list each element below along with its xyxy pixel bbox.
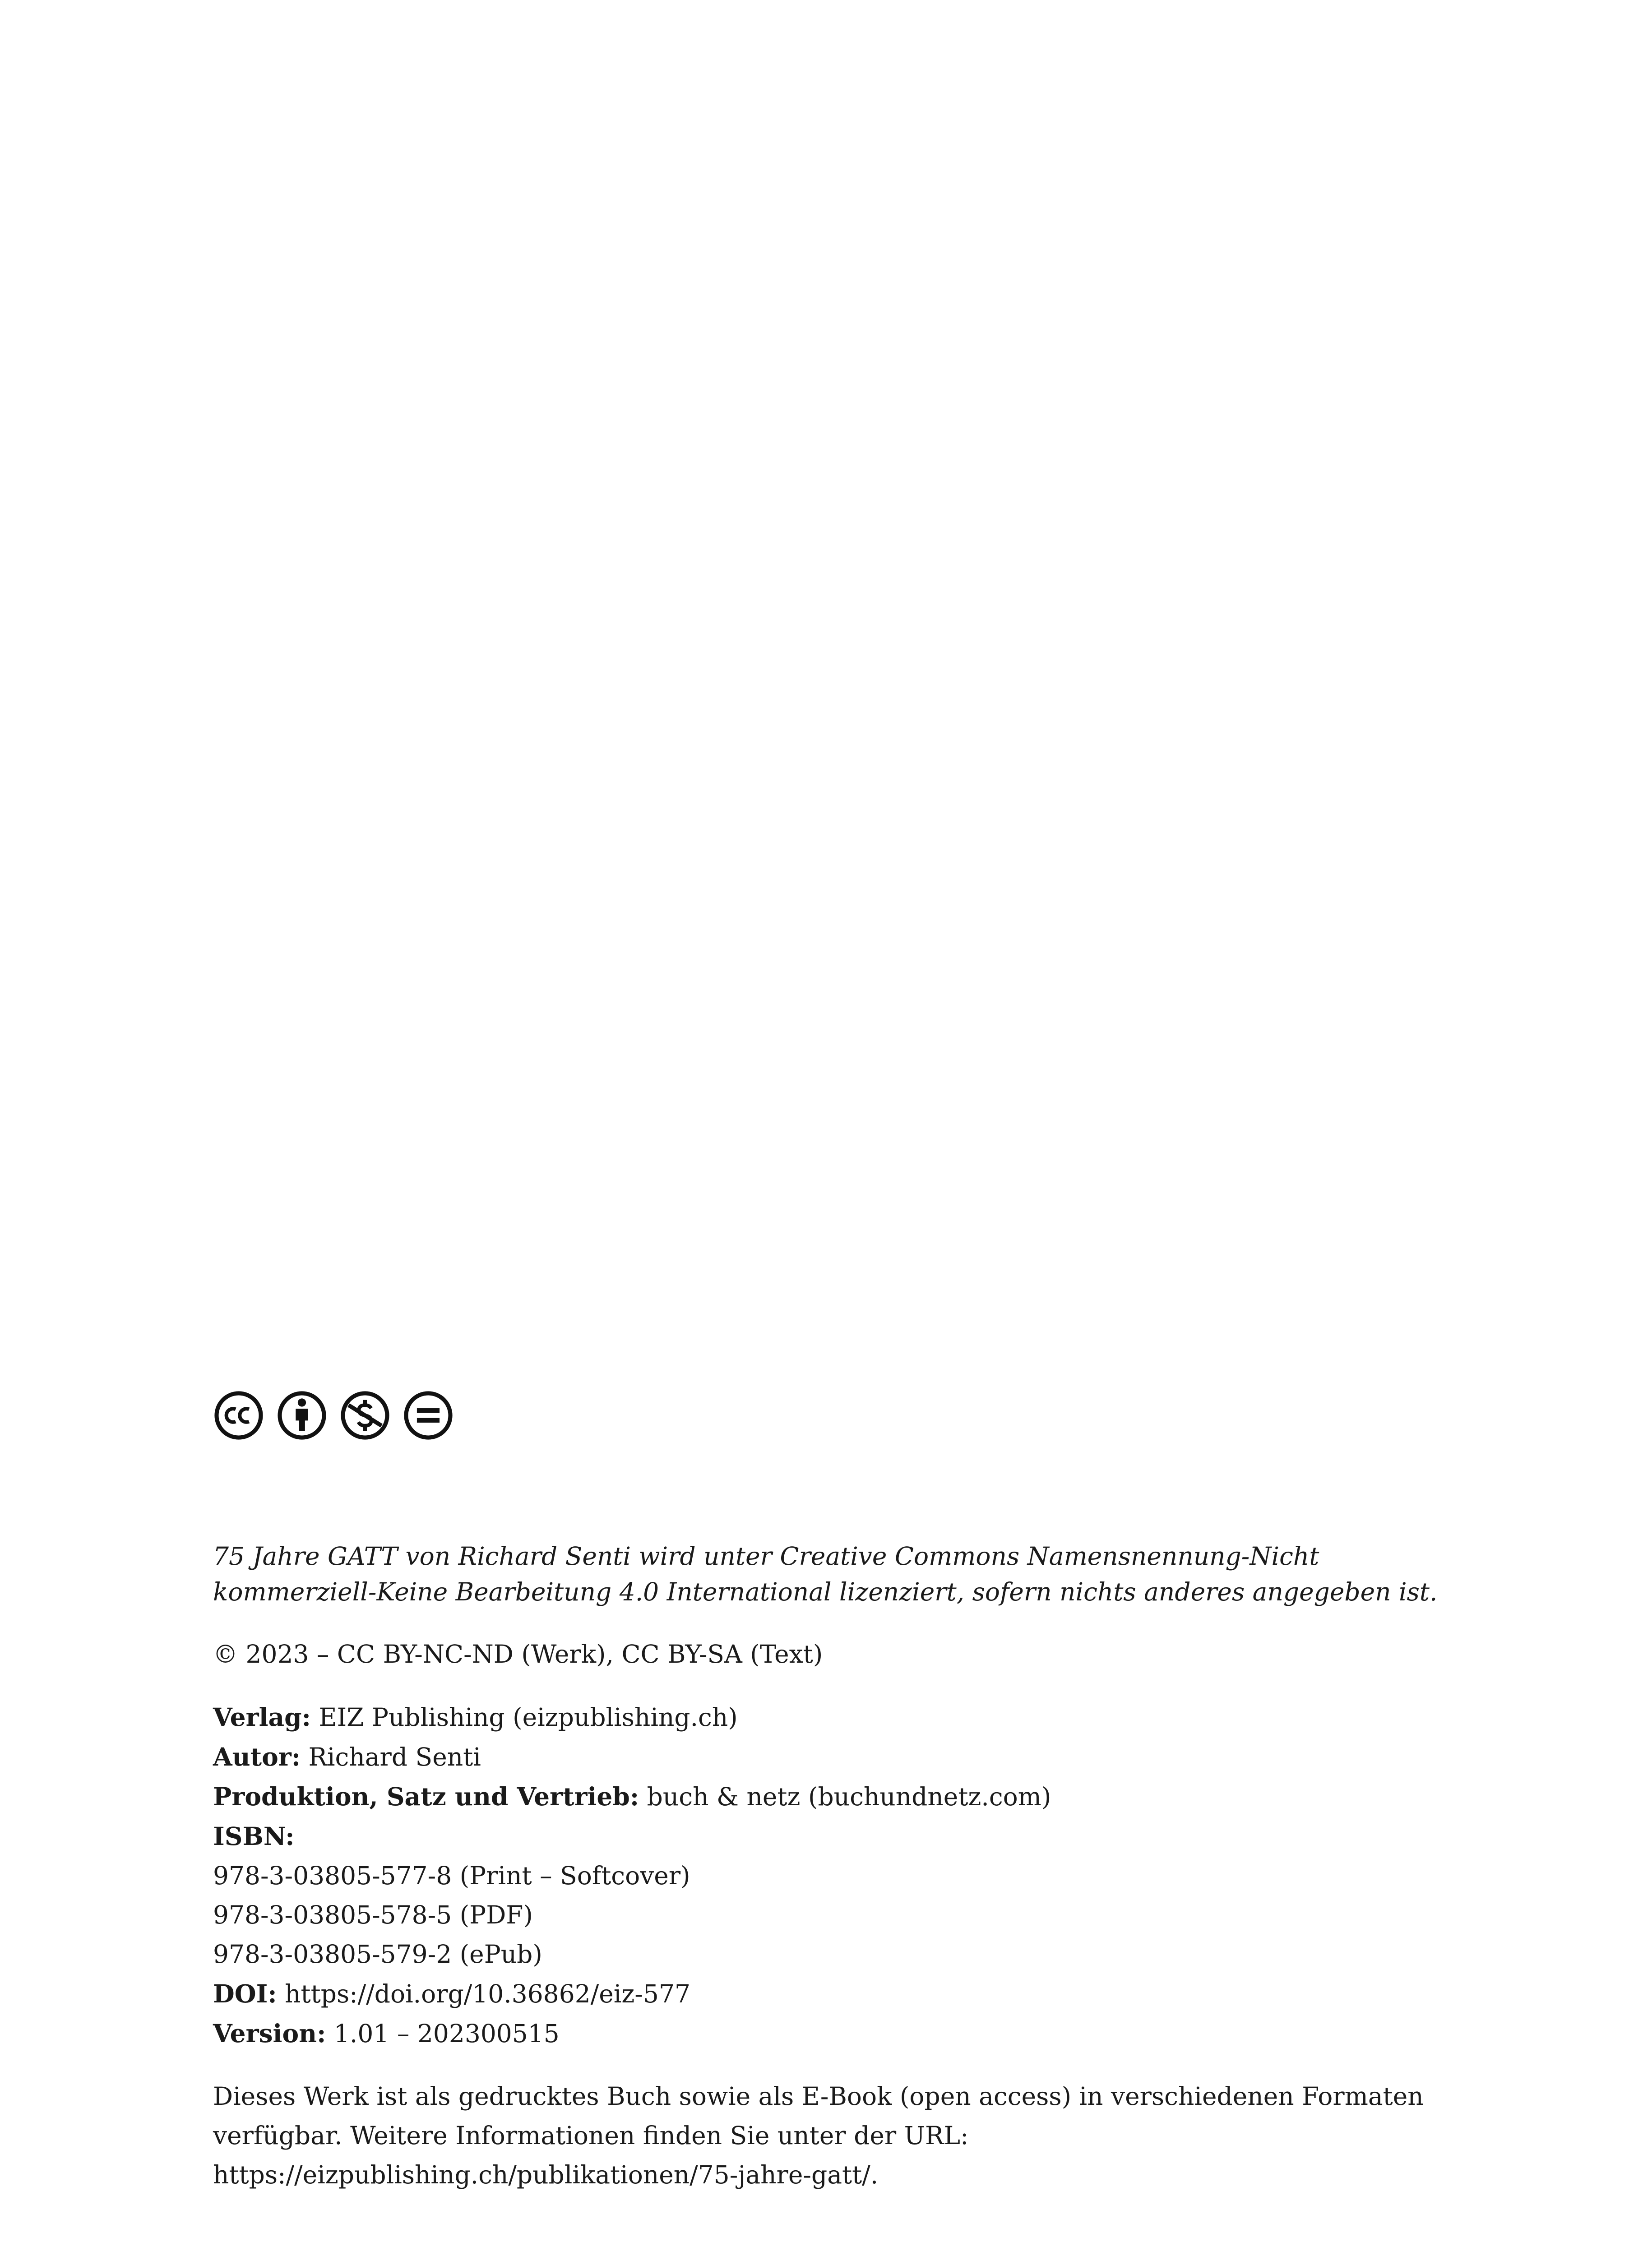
produktion-row (213, 1777, 1476, 1817)
availability-note (213, 2077, 1476, 2195)
publication-metadata (213, 1697, 1476, 2053)
availability-line-1: Dieses Werk ist als gedrucktes Buch sowie als E-Book (open access) in verschiedenen Formaten (213, 2082, 1424, 2111)
version-value: 1.01 – 202300515 (326, 2019, 560, 2048)
verlag-value: EIZ Publishing (eizpublishing.ch) (310, 1703, 738, 1732)
license-line-2: kommerziell-Keine Bearbeitung 4.0 International lizenziert, sofern nichts anderes angegeben ist. (213, 1577, 1438, 1606)
availability-line-2: verfügbar. Weitere Informationen finden Sie unter der URL: (213, 2121, 969, 2150)
doi-label: DOI: (213, 1979, 277, 2008)
produktion-label: Produktion, Satz und Vertrieb: (213, 1782, 639, 1811)
isbn-row (213, 1817, 1476, 1856)
isbn-label: ISBN: (213, 1821, 295, 1851)
isbn-epub: 978-3-03805-579-2 (ePub) (213, 1940, 542, 1969)
copyright-line: © 2023 – CC BY-NC-ND (Werk), CC BY-SA (Text) (213, 1640, 823, 1669)
doi-row (213, 1974, 1476, 2014)
availability-url: https://eizpublishing.ch/publikationen/75-jahre-gatt/. (213, 2160, 879, 2189)
produktion-value: buch & netz (buchundnetz.com) (639, 1782, 1051, 1811)
version-label: Version: (213, 2019, 326, 2048)
verlag-label: Verlag: (213, 1702, 311, 1732)
doi-value: https://doi.org/10.36862/eiz-577 (277, 1979, 690, 2008)
nd-noderivatives-icon (403, 1390, 454, 1441)
cc-license-icons (213, 1390, 1476, 1443)
license-statement (213, 1539, 1476, 1610)
version-row (213, 2014, 1476, 2053)
by-attribution-icon (276, 1390, 328, 1441)
verlag-row (213, 1697, 1476, 1737)
nc-noncommercial-icon (339, 1390, 391, 1441)
imprint-block (213, 1390, 1476, 2195)
cc-icon (213, 1390, 264, 1441)
isbn-print: 978-3-03805-577-8 (Print – Softcover) (213, 1861, 690, 1890)
license-line-1: 75 Jahre GATT von Richard Senti wird unter Creative Commons Namensnennung-Nicht (213, 1542, 1319, 1571)
isbn-pdf: 978-3-03805-578-5 (PDF) (213, 1900, 533, 1929)
autor-row (213, 1737, 1476, 1777)
autor-value: Richard Senti (301, 1743, 481, 1771)
autor-label: Autor: (213, 1742, 301, 1771)
